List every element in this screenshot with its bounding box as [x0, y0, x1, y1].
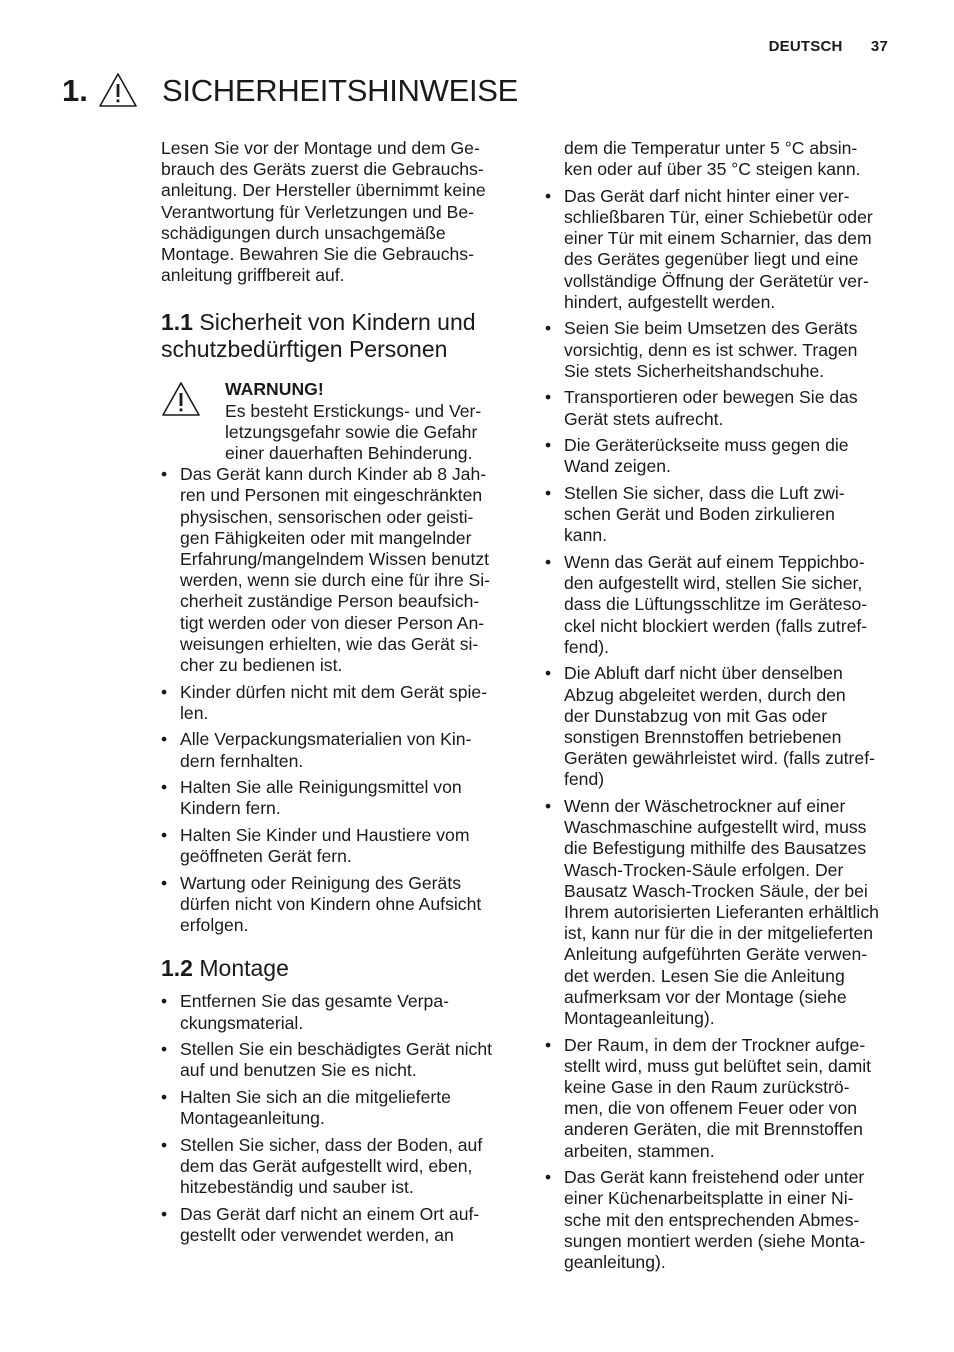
text-line: sche mit den entsprechenden Abmes-: [564, 1209, 860, 1230]
text-line: Halten Sie sich an die mitgelieferte: [180, 1087, 451, 1108]
text-line: Abzug abgeleitet werden, durch den: [564, 684, 846, 705]
list-item: [545, 186, 897, 313]
page-number: 37: [870, 38, 888, 55]
text-line: Das Gerät kann durch Kinder ab 8 Jah-: [180, 464, 487, 485]
text-line: arbeiten, stammen.: [564, 1140, 715, 1161]
bullet-list-children: [161, 464, 513, 936]
bullet-dot-icon: •: [161, 872, 168, 893]
section-1-2-heading: [161, 955, 513, 982]
list-item: [161, 777, 513, 819]
bullet-dot-icon: •: [545, 1167, 552, 1188]
warning-title: WARNUNG!: [225, 379, 324, 400]
text-line: Kindern fern.: [180, 798, 281, 819]
text-line: Erfahrung/mangelndem Wissen benutzt: [180, 549, 490, 570]
list-item: [161, 1135, 513, 1199]
text-line: einer Tür mit einem Scharnier, das dem: [564, 228, 872, 249]
text-line: men, die von offenem Feuer oder von: [564, 1098, 858, 1119]
text-line: brauch des Geräts zuerst die Gebrauchs-: [161, 159, 484, 180]
bullet-dot-icon: •: [161, 825, 168, 846]
text-line: Es besteht Erstickungs- und Ver-: [225, 400, 482, 421]
warning-triangle-icon: [98, 72, 138, 108]
bullet-list-montage-continued: [545, 186, 897, 1273]
text-line: kann.: [564, 525, 608, 546]
continued-bullet-text: [545, 138, 897, 180]
text-line: fend).: [564, 636, 609, 657]
text-line: tigt werden oder von dieser Person An-: [180, 612, 485, 633]
text-line: weisungen erhielten, wie das Gerät si-: [180, 633, 479, 654]
text-line: sonstigen Brennstoffen betriebenen: [564, 727, 842, 748]
text-line: anleitung griffbereit auf.: [161, 265, 345, 286]
text-line: geanleitung).: [564, 1252, 666, 1273]
text-line: Stellen Sie sicher, dass die Luft zwi-: [564, 483, 845, 503]
chapter-title: SICHERHEITSHINWEISE: [162, 72, 519, 108]
section-1-1-heading: [161, 309, 513, 363]
text-line: Die Geräterückseite muss gegen die: [564, 435, 849, 456]
text-line: Wasch-Trocken-Säule erfolgen. Der: [564, 859, 844, 880]
text-line: keine Gase in den Raum zurückströ-: [564, 1077, 850, 1098]
text-line: ckungsmaterial.: [180, 1012, 304, 1033]
text-line: Stellen Sie ein beschädigtes Gerät nicht: [180, 1039, 492, 1060]
list-item: [545, 318, 897, 382]
text-line: Seien Sie beim Umsetzen des Geräts: [564, 318, 858, 339]
list-item: [161, 464, 513, 676]
right-column: [545, 138, 897, 1279]
bullet-dot-icon: •: [545, 552, 552, 572]
text-line: dürfen nicht von Kindern ohne Aufsicht: [180, 894, 482, 915]
list-item: [545, 552, 897, 658]
text-line: physischen, sensorischen oder geisti-: [180, 506, 474, 527]
text-line: Verantwortung für Verletzungen und Be-: [161, 201, 474, 222]
chapter-heading: [62, 66, 518, 114]
text-line: Transportieren oder bewegen Sie das: [564, 387, 858, 408]
text-line: len.: [180, 702, 209, 723]
text-line: anleitung. Der Hersteller übernimmt keine: [161, 180, 486, 201]
text-line: Sie stets Sicherheitshandschuhe.: [564, 360, 825, 381]
text-line: ken oder auf über 35 °C steigen kann.: [564, 159, 861, 180]
warning-text: [225, 401, 513, 465]
intro-paragraph: [161, 138, 513, 286]
bullet-dot-icon: •: [545, 663, 552, 684]
text-line: Lesen Sie vor der Montage und dem Ge-: [161, 138, 480, 158]
text-line: vorsichtig, denn es ist schwer. Tragen: [564, 339, 858, 360]
text-line: Wartung oder Reinigung des Geräts: [180, 872, 462, 893]
text-line: fend): [564, 769, 605, 790]
text-line: schädigungen durch unsachgemäße: [161, 222, 446, 243]
text-line: ckel nicht blockiert werden (falls zutref-: [564, 615, 868, 636]
text-line: Halten Sie alle Reinigungsmittel von: [180, 777, 462, 798]
text-line: hitzebeständig und sauber ist.: [180, 1177, 414, 1198]
section-number: 1.1: [161, 309, 193, 336]
text-line: cher zu bedienen ist.: [180, 655, 343, 676]
text-line: schen Gerät und Boden zirkulieren: [564, 504, 835, 525]
bullet-dot-icon: •: [161, 729, 168, 750]
header-language: DEUTSCH: [768, 38, 843, 55]
text-line: sungen montiert werden (siehe Monta-: [564, 1230, 866, 1251]
list-item: [161, 682, 513, 724]
chapter-number: 1.: [62, 72, 88, 108]
text-line: Geräten gewährleistet wird. (falls zutref-: [564, 748, 875, 769]
section-title-line: Sicherheit von Kindern und: [199, 309, 476, 336]
text-line: Montageanleitung.: [180, 1108, 325, 1129]
text-line: stellt wird, muss gut belüftet sein, damit: [564, 1055, 872, 1076]
text-line: ren und Personen mit eingeschränkten: [180, 485, 483, 506]
text-line: ist, kann nur für die in der mitgelieferten: [564, 923, 874, 944]
bullet-dot-icon: •: [161, 464, 168, 485]
text-line: gen Fähigkeiten oder mit mangelnder: [180, 527, 472, 548]
list-item: [161, 1087, 513, 1129]
bullet-dot-icon: •: [161, 681, 168, 702]
bullet-dot-icon: •: [545, 796, 552, 817]
list-item: [161, 873, 513, 937]
list-item: [545, 435, 897, 477]
list-item: [545, 1035, 897, 1162]
text-line: werden, wenn sie durch eine für ihre Si-: [180, 570, 491, 591]
text-line: vollständige Öffnung der Gerätetür ver-: [564, 270, 869, 291]
warning-triangle-icon: [161, 381, 201, 417]
bullet-dot-icon: •: [161, 1134, 168, 1155]
text-line: hindert, aufgestellt werden.: [564, 291, 776, 312]
list-item: [545, 483, 897, 547]
text-line: Alle Verpackungsmaterialien von Kin-: [180, 729, 472, 750]
text-line: Waschmaschine aufgestellt wird, muss: [564, 817, 867, 838]
bullet-dot-icon: •: [161, 1087, 168, 1108]
text-line: die Befestigung mithilfe des Bausatzes: [564, 838, 867, 859]
section-number: 1.2: [161, 955, 193, 982]
bullet-dot-icon: •: [161, 777, 168, 798]
text-line: Die Abluft darf nicht über denselben: [564, 663, 843, 684]
text-line: dem die Temperatur unter 5 °C absin-: [564, 138, 858, 158]
list-item: [545, 663, 897, 790]
text-line: den aufgestellt wird, stellen Sie sicher,: [564, 573, 863, 594]
text-line: Halten Sie Kinder und Haustiere vom: [180, 825, 470, 846]
text-line: cherheit zuständige Person beaufsich-: [180, 591, 480, 612]
text-line: Wand zeigen.: [564, 456, 671, 477]
list-item: [161, 729, 513, 771]
text-line: Ihrem autorisierten Lieferanten erhältlich: [564, 902, 879, 923]
text-line: einer dauerhaften Behinderung.: [225, 443, 473, 464]
text-line: anderen Geräten, die mit Brennstoffen: [564, 1119, 863, 1140]
bullet-dot-icon: •: [545, 435, 552, 456]
text-line: Anleitung aufgeführten Geräte verwen-: [564, 944, 868, 965]
text-line: Wenn das Gerät auf einem Teppichbo-: [564, 552, 865, 572]
list-item: [545, 387, 897, 429]
bullet-dot-icon: •: [161, 1203, 168, 1224]
text-line: dem das Gerät aufgestellt wird, eben,: [180, 1156, 473, 1177]
section-title-line: schutzbedürftigen Personen: [161, 336, 448, 363]
bullet-dot-icon: •: [545, 1034, 552, 1055]
text-line: auf und benutzen Sie es nicht.: [180, 1060, 417, 1081]
text-line: Gerät stets aufrecht.: [564, 408, 724, 429]
bullet-list-montage: [161, 991, 513, 1246]
text-line: dass die Lüftungsschlitze im Geräteso-: [564, 594, 868, 615]
list-item: [161, 825, 513, 867]
text-line: aufmerksam vor der Montage (siehe: [564, 986, 847, 1007]
text-line: Das Gerät darf nicht an einem Ort auf-: [180, 1203, 480, 1224]
text-line: Stellen Sie sicher, dass der Boden, auf: [180, 1134, 483, 1155]
text-line: letzungsgefahr sowie die Gefahr: [225, 421, 478, 442]
text-line: schließbaren Tür, einer Schiebetür oder: [564, 207, 873, 227]
text-line: gestellt oder verwendet werden, an: [180, 1225, 454, 1246]
bullet-dot-icon: •: [545, 185, 552, 206]
bullet-dot-icon: •: [545, 483, 552, 503]
text-line: Wenn der Wäschetrockner auf einer: [564, 796, 846, 817]
text-line: Das Gerät darf nicht hinter einer ver-: [564, 185, 850, 206]
text-line: Montage. Bewahren Sie die Gebrauchs-: [161, 244, 474, 265]
text-line: Der Raum, in dem der Trockner aufge-: [564, 1034, 866, 1055]
list-item: [161, 1204, 513, 1246]
warning-box: [161, 379, 513, 464]
bullet-dot-icon: •: [161, 1039, 168, 1060]
page-header: [769, 38, 888, 55]
text-line: Kinder dürfen nicht mit dem Gerät spie-: [180, 681, 488, 702]
list-item: [161, 1039, 513, 1081]
text-line: dern fernhalten.: [180, 750, 304, 771]
bullet-dot-icon: •: [545, 318, 552, 339]
text-line: des Gerätes gegenüber liegt und eine: [564, 249, 859, 270]
bullet-dot-icon: •: [161, 991, 168, 1012]
list-item: [161, 991, 513, 1033]
text-line: det werden. Lesen Sie die Anleitung: [564, 965, 845, 986]
text-line: erfolgen.: [180, 915, 249, 936]
left-column: [161, 138, 513, 1252]
text-line: einer Küchenarbeitsplatte in einer Ni-: [564, 1188, 854, 1209]
list-item: [545, 796, 897, 1029]
text-line: der Dunstabzug von mit Gas oder: [564, 705, 828, 726]
text-line: Das Gerät kann freistehend oder unter: [564, 1167, 865, 1188]
bullet-dot-icon: •: [545, 387, 552, 408]
text-line: Entfernen Sie das gesamte Verpa-: [180, 991, 449, 1012]
text-line: geöffneten Gerät fern.: [180, 846, 352, 867]
text-line: Montageanleitung).: [564, 1008, 715, 1029]
section-title: Montage: [199, 955, 289, 982]
text-line: Bausatz Wasch-Trocken Säule, der bei: [564, 880, 868, 901]
list-item: [545, 1167, 897, 1273]
